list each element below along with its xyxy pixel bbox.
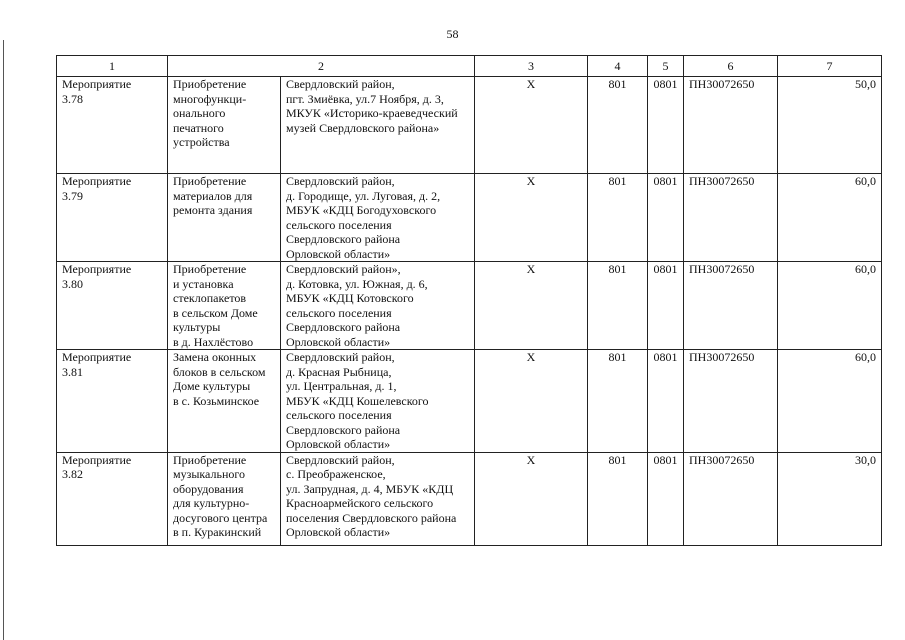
name-cell-line: многофункци- bbox=[173, 91, 247, 106]
col4-cell: 801 bbox=[588, 77, 648, 174]
name-cell-line: Приобретение bbox=[173, 452, 247, 467]
event-cell bbox=[57, 262, 168, 350]
name-cell-line: в сельском Доме bbox=[173, 305, 258, 320]
header-cell: 4 bbox=[588, 56, 648, 77]
address-cell-line: Орловской области» bbox=[286, 246, 391, 261]
col7-cell: 50,0 bbox=[778, 77, 882, 174]
header-row bbox=[57, 56, 882, 77]
col3-cell: Х bbox=[475, 350, 588, 453]
address-cell-line: Красноармейского сельского bbox=[286, 496, 434, 510]
address-cell-line: сельского поселения bbox=[286, 408, 392, 422]
header-cell: 7 bbox=[778, 56, 882, 77]
address-cell-line: ул. Запрудная, д. 4, МБУК «КДЦ bbox=[286, 481, 454, 496]
address-cell bbox=[281, 350, 475, 453]
address-cell-line: Свердловский район, bbox=[286, 77, 395, 91]
name-cell-line: устройства bbox=[173, 135, 230, 149]
col5-cell: 0801 bbox=[648, 174, 684, 262]
address-cell-line: Свердловского района bbox=[286, 232, 401, 246]
col7-cell: 60,0 bbox=[778, 262, 882, 350]
col6-cell: ПН30072650 bbox=[684, 77, 778, 174]
name-cell-line: печатного bbox=[173, 120, 224, 135]
name-cell-line: стеклопакетов bbox=[173, 291, 247, 305]
event-cell-line: Мероприятие bbox=[62, 77, 132, 91]
name-cell-line: Замена оконных bbox=[173, 350, 257, 364]
col5-cell: 0801 bbox=[648, 350, 684, 453]
table-row bbox=[57, 452, 882, 545]
name-cell-line: Приобретение bbox=[173, 77, 247, 91]
name-cell-line: Доме культуры bbox=[173, 379, 251, 393]
table-row bbox=[57, 77, 882, 174]
address-cell-line: МКУК «Историко-краеведческий bbox=[286, 106, 458, 120]
name-cell-line: и установка bbox=[173, 276, 234, 291]
name-cell-line: для культурно- bbox=[173, 496, 250, 510]
address-cell-line: Свердловский район, bbox=[286, 350, 395, 364]
event-cell-line: Мероприятие bbox=[62, 350, 132, 364]
name-cell-line: оборудования bbox=[173, 481, 244, 496]
address-cell-line: пгт. Змиёвка, ул.7 Ноября, д. 3, bbox=[286, 91, 444, 106]
name-cell-line: в с. Козьминское bbox=[173, 393, 260, 408]
name-cell-line: культуры bbox=[173, 320, 221, 334]
name-cell bbox=[168, 350, 281, 453]
event-cell bbox=[57, 452, 168, 545]
name-cell-line: досугового центра bbox=[173, 510, 268, 525]
name-cell bbox=[168, 77, 281, 174]
header-cell: 2 bbox=[168, 56, 475, 77]
event-cell-line: Мероприятие bbox=[62, 452, 132, 467]
name-cell-line: блоков в сельском bbox=[173, 364, 266, 379]
col7-cell: 60,0 bbox=[778, 174, 882, 262]
address-cell-line: поселения Свердловского района bbox=[286, 510, 457, 525]
col6-cell: ПН30072650 bbox=[684, 350, 778, 453]
address-cell-line: Свердловский район», bbox=[286, 262, 401, 276]
event-cell-line: 3.78 bbox=[62, 91, 83, 106]
col4-cell: 801 bbox=[588, 174, 648, 262]
col5-cell: 0801 bbox=[648, 77, 684, 174]
header-cell: 6 bbox=[684, 56, 778, 77]
col7-cell: 60,0 bbox=[778, 350, 882, 453]
name-cell bbox=[168, 452, 281, 545]
address-cell-line: МБУК «КДЦ Богодуховского bbox=[286, 203, 437, 217]
col4-cell: 801 bbox=[588, 350, 648, 453]
name-cell-line: в д. Нахлёстово bbox=[173, 334, 254, 349]
address-cell-line: с. Преображенское, bbox=[286, 467, 386, 481]
address-cell bbox=[281, 262, 475, 350]
name-cell bbox=[168, 174, 281, 262]
header-cell: 5 bbox=[648, 56, 684, 77]
event-cell-line: 3.79 bbox=[62, 188, 83, 203]
name-cell-line: Приобретение bbox=[173, 262, 247, 276]
address-cell-line: ул. Центральная, д. 1, bbox=[286, 379, 397, 393]
address-cell-line: Свердловский район, bbox=[286, 452, 395, 467]
event-cell-line: 3.80 bbox=[62, 276, 83, 291]
col7-cell: 30,0 bbox=[778, 452, 882, 545]
name-cell bbox=[168, 262, 281, 350]
col5-cell: 0801 bbox=[648, 262, 684, 350]
address-cell-line: д. Красная Рыбница, bbox=[286, 364, 392, 379]
address-cell-line: музей Свердловского района» bbox=[286, 120, 440, 135]
address-cell-line: МБУК «КДЦ Кошелевского bbox=[286, 393, 429, 408]
left-margin-rule bbox=[3, 40, 4, 640]
col6-cell: ПН30072650 bbox=[684, 452, 778, 545]
address-cell-line: МБУК «КДЦ Котовского bbox=[286, 291, 414, 305]
address-cell-line: д. Городище, ул. Луговая, д. 2, bbox=[286, 188, 441, 203]
event-cell-line: 3.81 bbox=[62, 364, 83, 379]
name-cell-line: музыкального bbox=[173, 467, 245, 481]
table-row bbox=[57, 350, 882, 453]
event-cell-line: 3.82 bbox=[62, 467, 83, 481]
col3-cell: Х bbox=[475, 262, 588, 350]
col4-cell: 801 bbox=[588, 262, 648, 350]
header-cell: 3 bbox=[475, 56, 588, 77]
col3-cell: Х bbox=[475, 452, 588, 545]
address-cell-line: Свердловского района bbox=[286, 422, 401, 437]
budget-table bbox=[56, 55, 882, 546]
name-cell-line: Приобретение bbox=[173, 174, 247, 188]
table-row bbox=[57, 262, 882, 350]
col4-cell: 801 bbox=[588, 452, 648, 545]
event-cell bbox=[57, 174, 168, 262]
event-cell bbox=[57, 77, 168, 174]
address-cell-line: д. Котовка, ул. Южная, д. 6, bbox=[286, 276, 428, 291]
address-cell-line: Орловской области» bbox=[286, 525, 391, 539]
address-cell-line: Свердловский район, bbox=[286, 174, 395, 188]
name-cell-line: в п. Куракинский bbox=[173, 525, 262, 539]
event-cell-line: Мероприятие bbox=[62, 262, 132, 276]
name-cell-line: ремонта здания bbox=[173, 203, 253, 217]
address-cell bbox=[281, 174, 475, 262]
name-cell-line: материалов для bbox=[173, 188, 253, 203]
address-cell-line: сельского поселения bbox=[286, 305, 392, 320]
address-cell-line: Орловской области» bbox=[286, 334, 391, 349]
address-cell-line: Орловской области» bbox=[286, 437, 391, 451]
page-number: 58 bbox=[446, 27, 459, 41]
address-cell-line: сельского поселения bbox=[286, 217, 392, 232]
header-cell: 1 bbox=[57, 56, 168, 77]
event-cell-line: Мероприятие bbox=[62, 174, 132, 188]
col6-cell: ПН30072650 bbox=[684, 174, 778, 262]
col3-cell: Х bbox=[475, 77, 588, 174]
col5-cell: 0801 bbox=[648, 452, 684, 545]
event-cell bbox=[57, 350, 168, 453]
table-row bbox=[57, 174, 882, 262]
name-cell-line: онального bbox=[173, 106, 226, 120]
col3-cell: Х bbox=[475, 174, 588, 262]
address-cell bbox=[281, 452, 475, 545]
col6-cell: ПН30072650 bbox=[684, 262, 778, 350]
address-cell bbox=[281, 77, 475, 174]
address-cell-line: Свердловского района bbox=[286, 320, 401, 334]
